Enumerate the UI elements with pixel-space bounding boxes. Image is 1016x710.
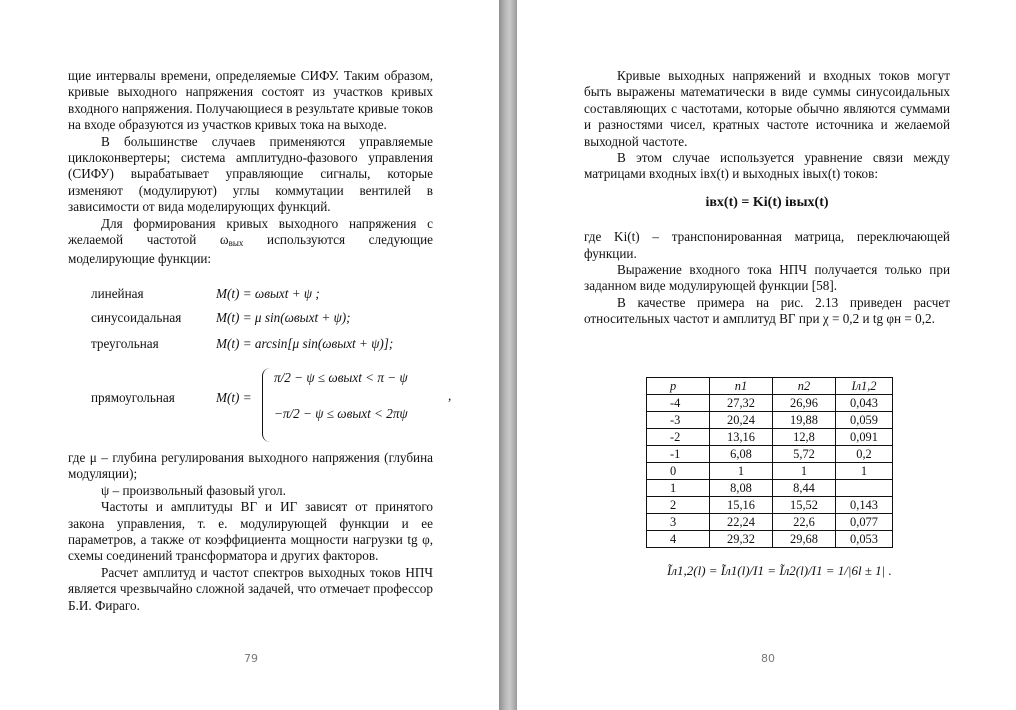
para3-before: Для формирования кривых выходного напряжения с желаемой частотой ω	[68, 215, 433, 248]
paragraph-psi: ψ – произвольный фазовый угол.	[101, 482, 286, 498]
table-cell: 13,16	[710, 429, 773, 446]
table-cell: 0,2	[836, 446, 893, 463]
paragraph-transposed-matrix: где Ki(t) – транспонированная матрица, переключающей функции.	[584, 229, 950, 261]
table-cell: 1	[836, 463, 893, 480]
table-header-cell: n1	[710, 378, 773, 395]
paragraph-curves: Кривые выходных напряжений и входных токов могут быть выражены математически в виде суммы синусоидальных составляющих с частотами, которые обычно являются суммами и разностями чисел, кратных частоте источника и желаемой выходной частоте.	[584, 68, 950, 149]
table-cell: 22,6	[773, 514, 836, 531]
paragraph-matrix-equation-intro: В этом случае используется уравнение связи между матрицами входных iвх(t) и выходных iвых(t) токов:	[584, 150, 950, 182]
table-cell: 19,88	[773, 412, 836, 429]
paragraph-cycloconverters: В большинстве случаев применяются управляемые циклоконвертеры; система амплитудно-фазового управления (СИФУ) вырабатывает управляющие сигналы, которые изменяют (модулируют) углы коммутации вентилей в зависимости от вида моделирующих функций.	[68, 133, 433, 215]
page-right	[517, 0, 1016, 710]
function-formula-rectangular	[216, 369, 452, 421]
function-formula-linear: M(t) = ωвыхt + ψ ;	[216, 285, 320, 301]
table-cell: 29,32	[710, 531, 773, 548]
table-row	[647, 497, 893, 514]
table-row	[647, 446, 893, 463]
table-cell: 0,091	[836, 429, 893, 446]
table-header-cell: Iл1,2	[836, 378, 893, 395]
table-cell: 1	[710, 463, 773, 480]
table-cell: 3	[647, 514, 710, 531]
para3-after: используются следующие моделирующие функции:	[68, 232, 433, 267]
paragraph-intro: щие интервалы времени, определяемые СИФУ. Таким образом, кривые выходного напряжения состоят из участков кривых входного напряжения. Получающиеся в результате кривые токов на входе образуются из участков кривых тока на выходе.	[68, 68, 433, 133]
function-name-sinusoidal: синусоидальная	[91, 309, 182, 325]
table-cell: 15,16	[710, 497, 773, 514]
table-row	[647, 412, 893, 429]
table-cell: 0,059	[836, 412, 893, 429]
table-cell: 8,08	[710, 480, 773, 497]
right-text-column	[584, 68, 950, 328]
paragraph-input-current: Выражение входного тока НПЧ получается только при заданном виде модулирующей функции [58].	[584, 262, 950, 294]
table-cell: 1	[647, 480, 710, 497]
rect-end: ,	[448, 387, 452, 403]
paragraph-calculation: Расчет амплитуд и частот спектров выходных токов НПЧ является чрезвычайно сложной задачей, что отмечает профессор Б.И. Фираго.	[68, 564, 433, 613]
para3-subscript: вых	[228, 238, 244, 249]
table-cell: 5,72	[773, 446, 836, 463]
table-cell: 12,8	[773, 429, 836, 446]
page-number-right: 80	[761, 652, 775, 665]
table-cell	[836, 480, 893, 497]
table-cell: 0,053	[836, 531, 893, 548]
function-name-rectangular: прямоугольная	[91, 389, 175, 405]
table-cell: 26,96	[773, 395, 836, 412]
rect-case-1: π/2 − ψ ≤ ωвыхt < π − ψ	[274, 369, 408, 385]
table-header-cell: p	[647, 378, 710, 395]
matrix-equation: iвх(t) = Ki(t) iвых(t)	[705, 194, 829, 210]
table-cell: -4	[647, 395, 710, 412]
table-cell: 0,043	[836, 395, 893, 412]
table-cell: 22,24	[710, 514, 773, 531]
table-header-cell: n2	[773, 378, 836, 395]
table-cell: 0	[647, 463, 710, 480]
table-cell: 0,077	[836, 514, 893, 531]
modulating-functions-list	[68, 276, 452, 442]
function-formula-sinusoidal: M(t) = μ sin(ωвыхt + ψ);	[216, 309, 351, 325]
table-row	[647, 463, 893, 480]
left-text-column	[68, 68, 452, 614]
table-row	[647, 429, 893, 446]
paragraph-mu: где μ – глубина регулирования выходного напряжения (глубина модуляции);	[68, 449, 433, 482]
table-cell: 6,08	[710, 446, 773, 463]
table-cell: 20,24	[710, 412, 773, 429]
page-left	[0, 0, 499, 710]
table-row	[647, 531, 893, 548]
rect-brace	[262, 368, 271, 442]
function-name-triangular: треугольная	[91, 335, 159, 351]
table-cell: 27,32	[710, 395, 773, 412]
table-cell: -1	[647, 446, 710, 463]
book-gutter	[499, 0, 517, 710]
rect-case-2: −π/2 − ψ ≤ ωвыхt < 2πψ	[274, 405, 408, 421]
function-formula-triangular: M(t) = arcsin[μ sin(ωвыхt + ψ)];	[216, 335, 394, 351]
table-row	[647, 514, 893, 531]
function-name-linear: линейная	[91, 285, 144, 301]
paragraph-frequencies: Частоты и амплитуды ВГ и ИГ зависят от принятого закона управления, т. е. модулирующей функции и ее параметров, а также от коэффициента мощности нагрузки tg φ, схемы соединений трансформатора и других факторов.	[68, 499, 433, 564]
paragraph-example: В качестве примера на рис. 2.13 приведен расчет относительных частот и амплитуд ВГ при χ = 0,2 и tg φн = 0,2.	[584, 294, 950, 327]
paragraph-functions-intro	[68, 216, 433, 268]
table-cell: 2	[647, 497, 710, 514]
table-cell: 29,68	[773, 531, 836, 548]
rect-lhs: M(t) =	[216, 389, 252, 405]
table-cell: -3	[647, 412, 710, 429]
table-cell: -2	[647, 429, 710, 446]
table-row	[647, 395, 893, 412]
table-header-row	[647, 378, 893, 395]
harmonics-table	[646, 377, 893, 548]
amplitude-equation: Ĩл1,2(l) = Ĩл1(l)/I1 = Ĩл2(l)/I1 = 1/|6l ± 1| .	[667, 563, 892, 578]
table-cell: 1	[773, 463, 836, 480]
table-cell: 8,44	[773, 480, 836, 497]
table-cell: 0,143	[836, 497, 893, 514]
table-cell: 15,52	[773, 497, 836, 514]
page-number-left: 79	[244, 652, 258, 665]
table-cell: 4	[647, 531, 710, 548]
table-row	[647, 480, 893, 497]
